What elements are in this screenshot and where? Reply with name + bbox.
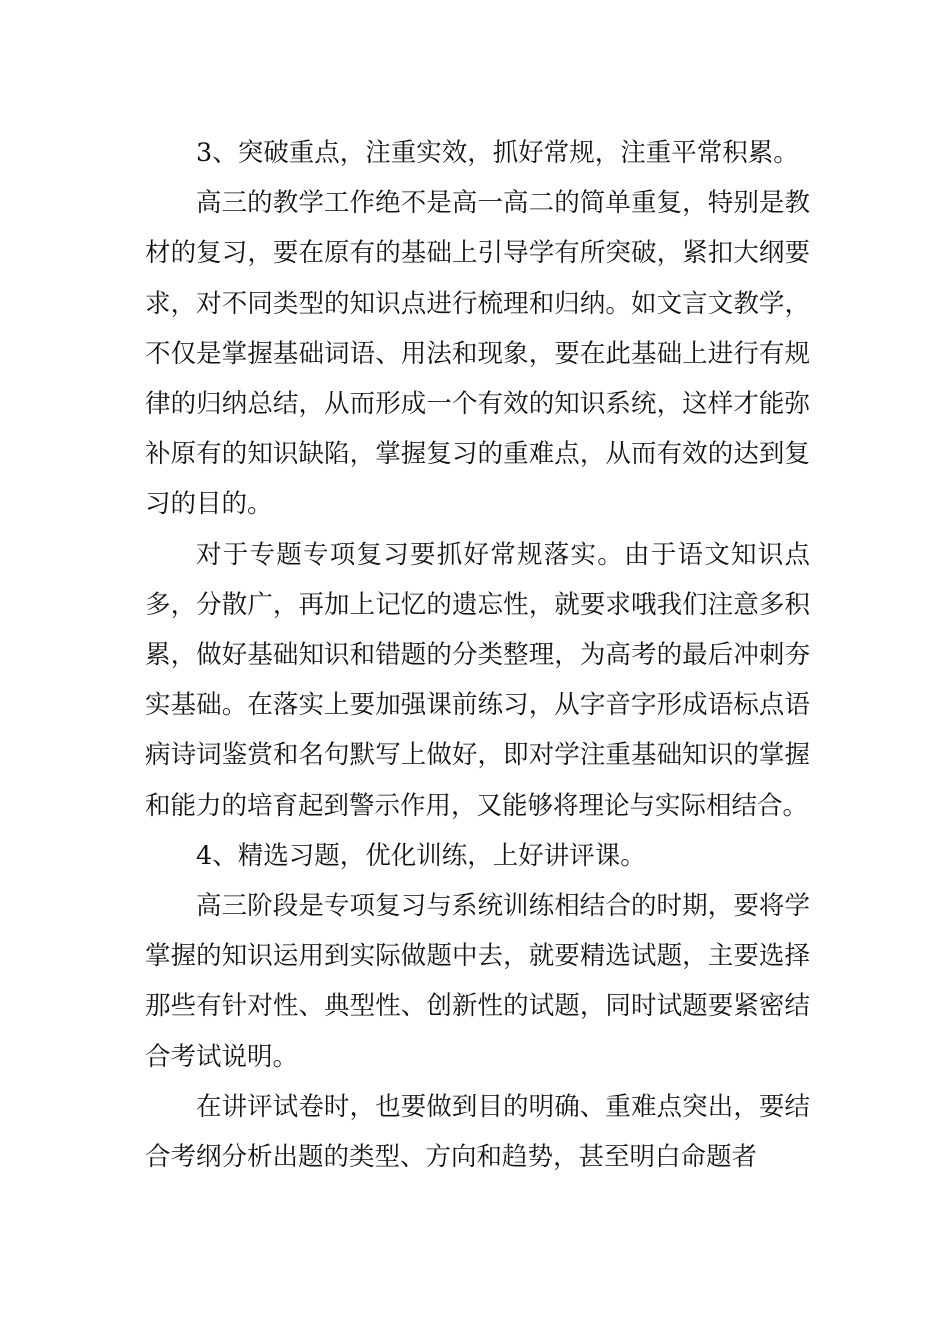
body-paragraph-4: 在讲评试卷时，也要做到目的明确、重难点突出，要结合考纲分析出题的类型、方向和趋势，甚至明白命题者 <box>145 1091 810 1173</box>
body-paragraph-1: 高三的教学工作绝不是高一高二的简单重复，特别是教材的复习，要在原有的基础上引导学有所突破，紧扣大纲要求，对不同类型的知识点进行梳理和归纳。如文言文教学，不仅是掌握基础词语、用法和现象，要在此基础上进行有规律的归纳总结，从而形成一个有效的知识系统，这样才能弥补原有的知识缺陷，掌握复习的重难点，从而有效的达到复习的目的。 <box>145 188 810 520</box>
body-paragraph-3: 高三阶段是专项复习与系统训练相结合的时期，要将学掌握的知识运用到实际做题中去，就要精选试题，主要选择那些有针对性、典型性、创新性的试题，同时试题要紧密结合考试说明。 <box>145 891 810 1072</box>
section-heading-3: 3、突破重点，注重实效，抓好常规，注重平常积累。 <box>196 138 799 168</box>
body-paragraph-2: 对于专题专项复习要抓好常规落实。由于语文知识点多，分散广，再加上记忆的遗忘性，就要求哦我们注意多积累，做好基础知识和错题的分类整理，为高考的最后冲刺夯实基础。在落实上要加强课前练习，从字音字形成语标点语病诗词鉴赏和名句默写上做好，即对学注重基础知识的掌握和能力的培育起到警示作用，又能够将理论与实际相结合。 <box>145 539 810 821</box>
document-page <box>145 128 810 1182</box>
section-heading-4: 4、精选习题，优化训练，上好讲评课。 <box>196 840 646 871</box>
